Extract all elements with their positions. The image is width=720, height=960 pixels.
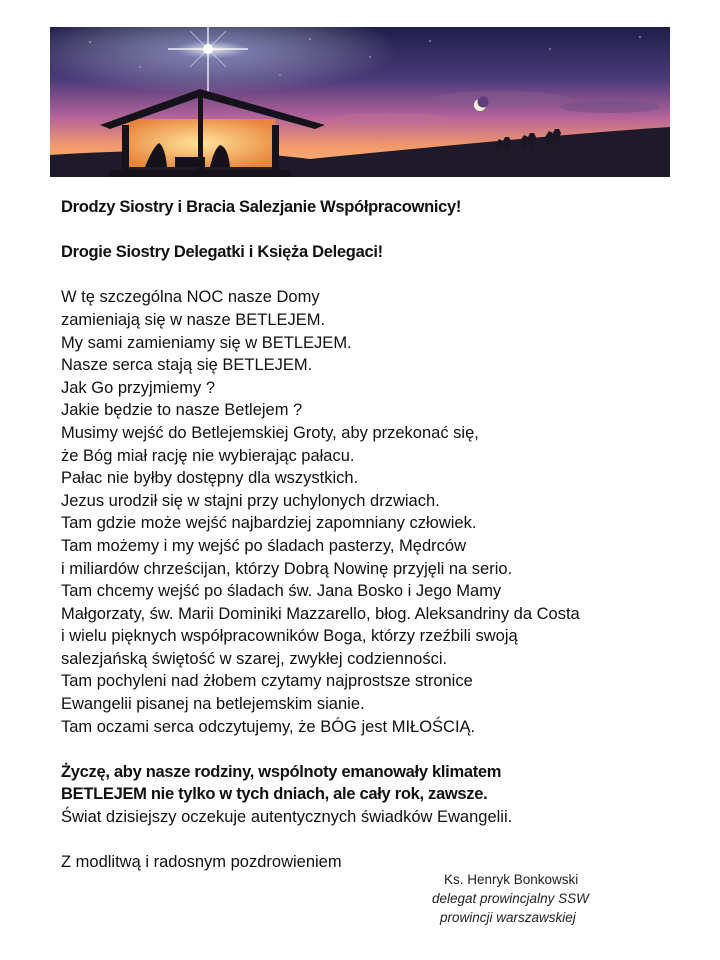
body-line: Małgorzaty, św. Marii Dominiki Mazzarello, błog. Aleksandriny da Costa: [61, 604, 580, 623]
body-line: i miliardów chrześcijan, którzy Dobrą Nowinę przyjęli na serio.: [61, 559, 513, 578]
letter-body: [61, 196, 661, 874]
nativity-scene-illustration: [50, 27, 670, 177]
wish-line: BETLEJEM nie tylko w tych dniach, ale cały rok, zawsze.: [61, 785, 488, 804]
signature-province: prowincji warszawskiej: [440, 910, 576, 925]
greeting-line: Drodzy Siostry i Bracia Salezjanie Współpracownicy!: [61, 198, 462, 216]
body-line: Ewangelii pisanej na betlejemskim sianie.: [61, 695, 365, 714]
body-line: że Bóg miał rację nie wybierając pałacu.: [61, 446, 355, 465]
signature-role: delegat prowincjalny SSW: [432, 891, 589, 906]
body-line: W tę szczególna NOC nasze Domy: [61, 288, 320, 307]
greeting-line: Drogie Siostry Delegatki i Księża Delegaci!: [61, 243, 383, 262]
body-line: Tam oczami serca odczytujemy, że BÓG jest MIŁOŚCIĄ.: [61, 717, 476, 736]
signature-name: Ks. Henryk Bonkowski: [444, 872, 579, 887]
closing-line: Z modlitwą i radosnym pozdrowieniem: [61, 853, 342, 872]
body-line: Jakie będzie to nasze Betlejem ?: [61, 401, 303, 420]
body-line: Nasze serca stają się BETLEJEM.: [61, 356, 313, 375]
body-line: Tam gdzie może wejść najbardziej zapomniany człowiek.: [61, 514, 477, 533]
body-line: Tam możemy i my wejść po śladach pasterzy, Mędrców: [61, 536, 466, 555]
wish-line: Życzę, aby nasze rodziny, wspólnoty emanowały klimatem: [61, 762, 502, 781]
wish-line: Świat dzisiejszy oczekuje autentycznych świadków Ewangelii.: [61, 808, 513, 827]
body-line: Tam chcemy wejść po śladach św. Jana Bosko i Jego Mamy: [61, 582, 502, 601]
body-line: i wielu pięknych współpracowników Boga, którzy rzeźbili swoją: [61, 627, 518, 646]
signature-block: [420, 870, 640, 927]
body-line: My sami zamieniamy się w BETLEJEM.: [61, 333, 352, 352]
body-line: Musimy wejść do Betlejemskiej Groty, aby przekonać się,: [61, 423, 479, 442]
body-line: Jezus urodził się w stajni przy uchylonych drzwiach.: [61, 491, 440, 510]
body-line: Jak Go przyjmiemy ?: [61, 378, 216, 397]
nativity-banner-image: [50, 27, 670, 177]
body-line: zamieniają się w nasze BETLEJEM.: [61, 310, 326, 329]
body-line: Pałac nie byłby dostępny dla wszystkich.: [61, 469, 359, 488]
body-line: salezjańską świętość w szarej, zwykłej codzienności.: [61, 649, 448, 668]
body-line: Tam pochyleni nad żłobem czytamy najprostsze stronice: [61, 672, 473, 691]
